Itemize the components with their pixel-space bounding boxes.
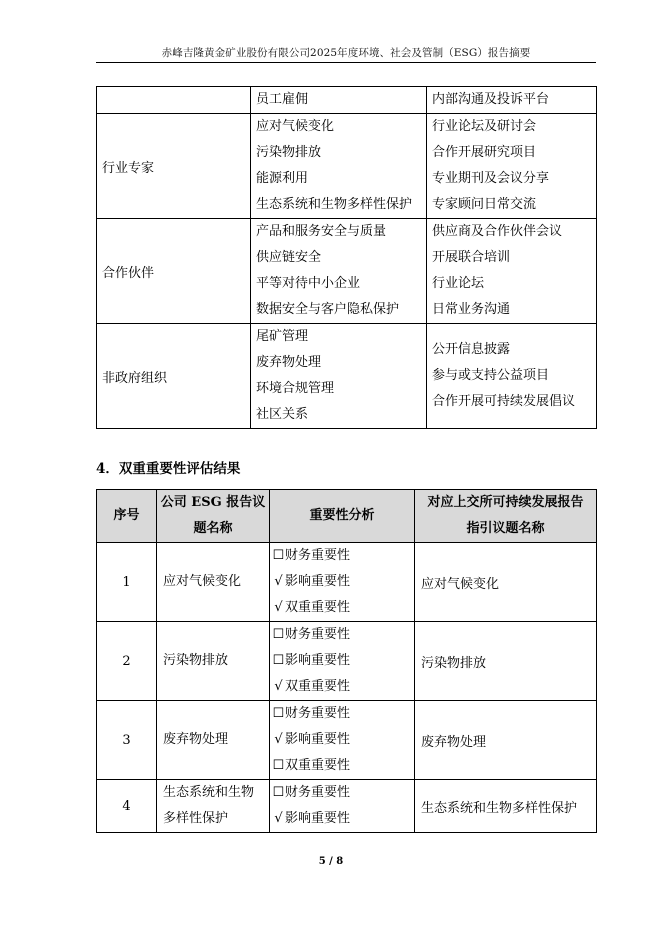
mapped-topic: 污染物排放 bbox=[415, 622, 597, 701]
mapped-topic: 应对气候变化 bbox=[415, 543, 597, 622]
channel-item: 专家顾问日常交流 bbox=[432, 197, 537, 212]
stakeholder-group: 合作伙伴 bbox=[97, 219, 251, 324]
section-title: 4．双重重要性评估结果 bbox=[96, 461, 241, 477]
topic-name-line: 生态系统和生物 bbox=[163, 785, 255, 800]
channels-cell bbox=[427, 87, 597, 114]
option-label: 双重重要性 bbox=[285, 758, 351, 773]
checkmark-icon: √ bbox=[274, 679, 283, 694]
table-row bbox=[97, 114, 597, 219]
header-rule bbox=[96, 62, 596, 63]
option-label: 财务重要性 bbox=[285, 627, 351, 642]
mapped-topic: 生态系统和生物多样性保护 bbox=[415, 780, 597, 833]
topics-cell bbox=[251, 219, 427, 324]
materiality-option bbox=[270, 622, 414, 648]
materiality-option bbox=[270, 806, 414, 832]
header-topic-line1: 公司 ESG 报告议 bbox=[160, 495, 266, 510]
stakeholder-group: 行业专家 bbox=[97, 114, 251, 219]
header-mapping-line1: 对应上交所可持续发展报告 bbox=[427, 495, 584, 510]
header-mapping bbox=[415, 490, 597, 543]
topic-name-line: 多样性保护 bbox=[163, 811, 229, 826]
stakeholder-group: 非政府组织 bbox=[97, 324, 251, 429]
checkmark-icon: √ bbox=[274, 600, 283, 615]
option-label: 影响重要性 bbox=[285, 653, 351, 668]
checkbox-icon: ☐ bbox=[272, 653, 285, 668]
checkmark-icon: √ bbox=[274, 574, 283, 589]
stakeholder-group bbox=[97, 87, 251, 114]
topic-item: 产品和服务安全与质量 bbox=[256, 224, 387, 239]
option-label: 影响重要性 bbox=[285, 732, 351, 747]
topics-cell bbox=[251, 87, 427, 114]
channels-cell bbox=[427, 114, 597, 219]
stakeholder-table bbox=[96, 86, 597, 429]
topic-item: 供应链安全 bbox=[256, 250, 322, 265]
table-row bbox=[97, 543, 597, 622]
materiality-option bbox=[270, 674, 414, 700]
table-row bbox=[97, 87, 597, 114]
report-header: 赤峰吉隆黄金矿业股份有限公司2025年度环境、社会及管制（ESG）报告摘要 bbox=[161, 47, 531, 59]
topic-item: 废弃物处理 bbox=[256, 355, 322, 370]
channels-cell bbox=[427, 324, 597, 429]
header-topic bbox=[157, 490, 270, 543]
table-row bbox=[97, 780, 597, 833]
materiality-option bbox=[270, 648, 414, 674]
topics-cell bbox=[251, 324, 427, 429]
checkmark-icon: √ bbox=[274, 811, 283, 826]
checkmark-icon: √ bbox=[274, 732, 283, 747]
channel-item: 行业论坛 bbox=[432, 276, 485, 291]
checkbox-icon: ☐ bbox=[272, 758, 285, 773]
topic-item: 数据安全与客户隐私保护 bbox=[256, 302, 400, 317]
channel-item: 合作开展可持续发展倡议 bbox=[432, 394, 576, 409]
topic-item: 污染物排放 bbox=[256, 145, 322, 160]
topic-name-line: 废弃物处理 bbox=[163, 732, 229, 747]
topic-item: 应对气候变化 bbox=[256, 119, 335, 134]
option-label: 双重重要性 bbox=[285, 600, 351, 615]
checkbox-icon: ☐ bbox=[272, 548, 285, 563]
checkbox-icon: ☐ bbox=[272, 706, 285, 721]
channel-item: 专业期刊及会议分享 bbox=[432, 171, 550, 186]
row-number: 1 bbox=[97, 543, 157, 622]
option-label: 财务重要性 bbox=[285, 785, 351, 800]
header-topic-line2: 题名称 bbox=[193, 521, 233, 536]
topic-item: 环境合规管理 bbox=[256, 381, 335, 396]
topic-item: 平等对待中小企业 bbox=[256, 276, 361, 291]
channel-item: 合作开展研究项目 bbox=[432, 145, 537, 160]
materiality-option bbox=[270, 569, 414, 595]
row-number: 3 bbox=[97, 701, 157, 780]
topic-item: 尾矿管理 bbox=[256, 329, 309, 344]
topics-cell bbox=[251, 114, 427, 219]
materiality-option bbox=[270, 753, 414, 779]
header-analysis: 重要性分析 bbox=[270, 490, 415, 543]
page-number: 5 / 8 bbox=[318, 856, 344, 867]
topic-name-cell bbox=[157, 701, 270, 780]
header-no: 序号 bbox=[97, 490, 157, 543]
materiality-option bbox=[270, 780, 414, 806]
mapped-topic: 废弃物处理 bbox=[415, 701, 597, 780]
topic-name-line: 污染物排放 bbox=[163, 653, 229, 668]
option-label: 影响重要性 bbox=[285, 574, 351, 589]
row-number: 4 bbox=[97, 780, 157, 833]
channels-cell bbox=[427, 219, 597, 324]
topic-name-line: 应对气候变化 bbox=[163, 574, 242, 589]
topic-name-cell bbox=[157, 543, 270, 622]
topic-item: 社区关系 bbox=[256, 407, 309, 422]
table-row bbox=[97, 701, 597, 780]
channel-item: 开展联合培训 bbox=[432, 250, 511, 265]
table-row bbox=[97, 219, 597, 324]
channel-item: 行业论坛及研讨会 bbox=[432, 119, 537, 134]
materiality-table bbox=[96, 489, 597, 833]
materiality-option bbox=[270, 595, 414, 621]
channel-item: 供应商及合作伙伴会议 bbox=[432, 224, 563, 239]
topic-item: 生态系统和生物多样性保护 bbox=[256, 197, 413, 212]
table-row bbox=[97, 324, 597, 429]
topic-name-cell bbox=[157, 780, 270, 833]
topic-name-cell bbox=[157, 622, 270, 701]
materiality-option bbox=[270, 727, 414, 753]
option-label: 双重重要性 bbox=[285, 679, 351, 694]
option-label: 财务重要性 bbox=[285, 548, 351, 563]
topic-item: 员工雇佣 bbox=[256, 92, 309, 107]
header-mapping-line2: 指引议题名称 bbox=[466, 521, 545, 536]
checkbox-icon: ☐ bbox=[272, 627, 285, 642]
row-number: 2 bbox=[97, 622, 157, 701]
analysis-cell bbox=[270, 780, 415, 833]
topic-item: 能源利用 bbox=[256, 171, 309, 186]
option-label: 影响重要性 bbox=[285, 811, 351, 826]
checkbox-icon: ☐ bbox=[272, 785, 285, 800]
materiality-option bbox=[270, 543, 414, 569]
option-label: 财务重要性 bbox=[285, 706, 351, 721]
analysis-cell bbox=[270, 622, 415, 701]
table-row bbox=[97, 622, 597, 701]
channel-item: 日常业务沟通 bbox=[432, 302, 511, 317]
channel-item: 内部沟通及投诉平台 bbox=[432, 92, 550, 107]
channel-item: 参与或支持公益项目 bbox=[432, 368, 550, 383]
analysis-cell bbox=[270, 701, 415, 780]
table-header-row bbox=[97, 490, 597, 543]
analysis-cell bbox=[270, 543, 415, 622]
channel-item: 公开信息披露 bbox=[432, 342, 511, 357]
materiality-option bbox=[270, 701, 414, 727]
